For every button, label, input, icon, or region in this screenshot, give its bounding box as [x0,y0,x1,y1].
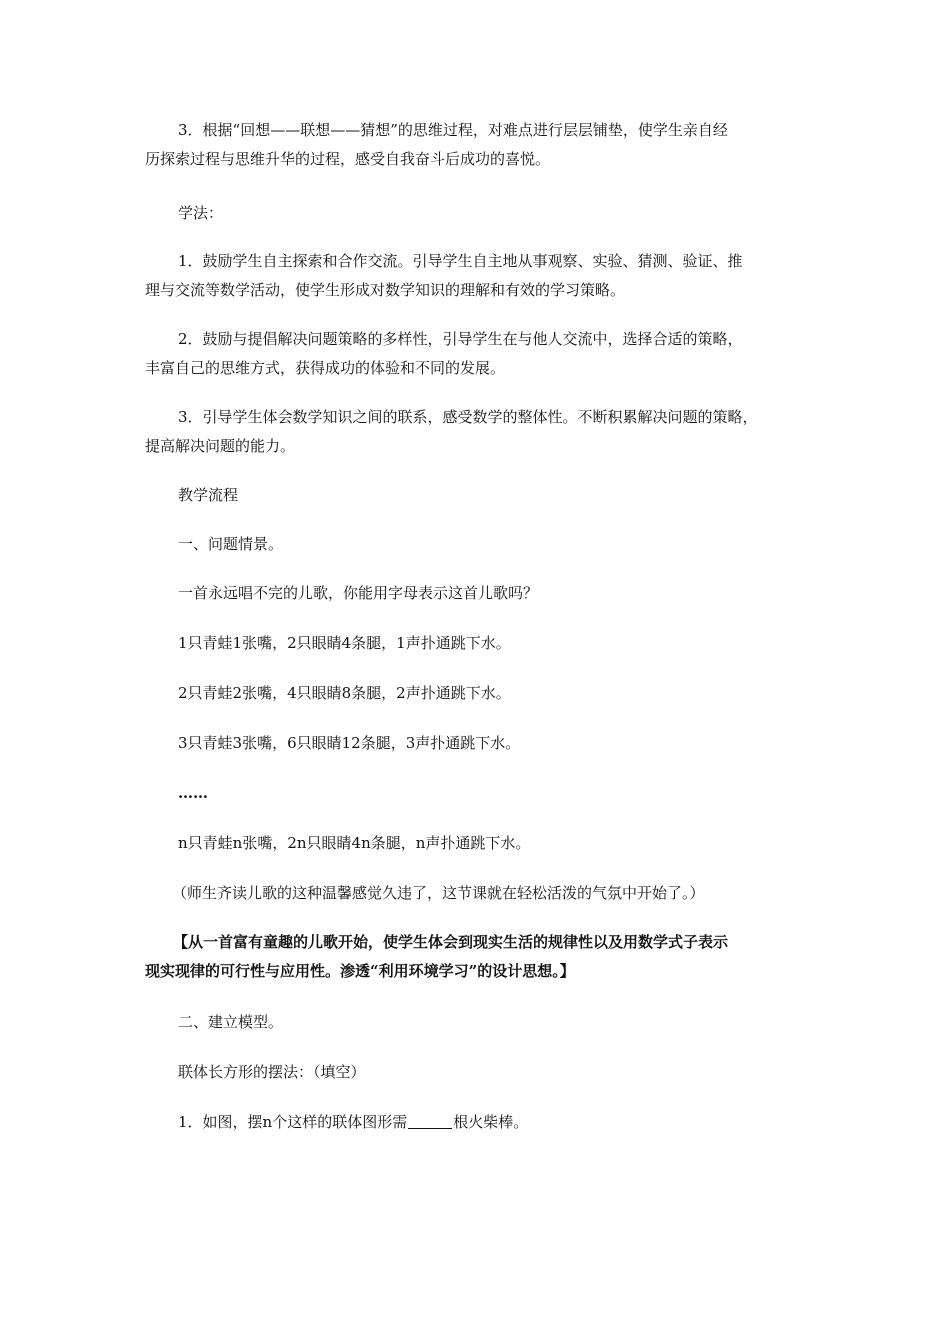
question-text-before: 1．如图，摆n个这样的联体图形需 [178,1113,408,1131]
paragraph-learning-2 [145,325,820,383]
paragraph-line: 现实现律的可行性与应用性。渗透“利用环境学习”的设计思想。】 [145,962,575,980]
paragraph-line: 提高解决问题的能力。 [145,437,296,455]
paragraph-line: 丰富自己的思维方式，获得成功的体验和不同的发展。 [145,359,506,377]
teacher-note: （师生齐读儿歌的这种温馨感觉久违了，这节课就在轻松活泼的气氛中开始了。） [172,884,705,902]
section-heading-1: 一、问题情景。 [178,535,284,553]
section-heading-2: 二、建立模型。 [178,1013,284,1031]
paragraph-line: 【从一首富有童趣的儿歌开始，使学生体会到现实生活的规律性以及用数学式子表示 [173,933,729,951]
paragraph-line: 历探索过程与思维升华的过程，感受自我奋斗后成功的喜悦。 [145,150,551,168]
song-line-1: 1只青蛙1张嘴，2只眼睛4条腿，1声扑通跳下水。 [178,634,511,652]
paragraph-line: 理与交流等数学活动，使学生形成对数学知识的理解和有效的学习策略。 [145,281,626,299]
answer-blank[interactable] [408,1113,452,1129]
paragraph-line: 2．鼓励与提倡解决问题策略的多样性，引导学生在与他人交流中，选择合适的策略， [178,330,743,348]
paragraph-method-3 [145,116,820,174]
paragraph-line: 3．引导学生体会数学知识之间的联系，感受数学的整体性。不断积累解决问题的策略， [178,408,758,426]
question-text-after: 根火柴棒。 [453,1113,529,1131]
rect-arrangement-title: 联体长方形的摆法：（填空） [178,1063,366,1081]
song-line-2: 2只青蛙2张嘴，4只眼睛8条腿，2声扑通跳下水。 [178,684,511,702]
song-intro: 一首永远唱不完的儿歌，你能用字母表示这首儿歌吗？ [178,584,539,602]
song-ellipsis: …… [178,784,208,802]
paragraph-line: 1．鼓励学生自主探索和合作交流。引导学生自主地从事观察、实验、猜测、验证、推 [178,252,743,270]
design-comment [145,928,820,986]
paragraph-learning-3 [145,403,820,461]
heading-xuefa: 学法： [178,204,224,222]
paragraph-line: 3．根据“回想——联想——猜想”的思维过程，对难点进行层层铺垫，使学生亲自经 [178,121,728,139]
heading-teaching-flow: 教学流程 [178,486,239,504]
question-1 [145,1108,820,1137]
paragraph-learning-1 [145,247,820,305]
song-line-3: 3只青蛙3张嘴，6只眼睛12条腿，3声扑通跳下水。 [178,734,521,752]
song-line-n: n只青蛙n张嘴，2n只眼睛4n条腿，n声扑通跳下水。 [178,834,531,852]
